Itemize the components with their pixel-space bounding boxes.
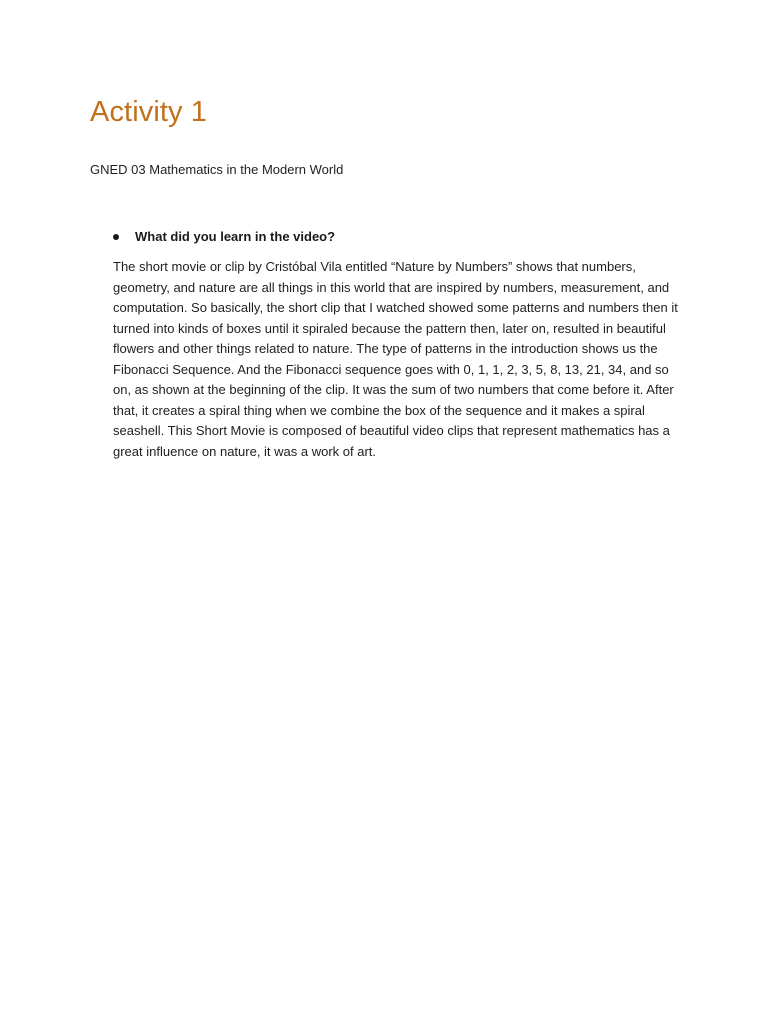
page-title: Activity 1 (90, 96, 208, 128)
question-bullet-item (113, 227, 335, 247)
answer-paragraph: The short movie or clip by Cristóbal Vila entitled “Nature by Numbers” shows that numbers, geometry, and nature are all things in this world that are inspired by numbers, measurement, and computation. So basically, the short clip that I watched showed some patterns and numbers then it turned into kinds of boxes until it spiraled because the pattern then, later on, resulted in beautiful flowers and other things related to nature. The type of patterns in the introduction shows us the Fibonacci Sequence. And the Fibonacci sequence goes with 0, 1, 1, 2, 3, 5, 8, 13, 21, 34, and so on, as shown at the beginning of the clip. It was the sum of two numbers that come before it. After that, it creates a spiral thing when we combine the box of the sequence and it makes a spiral seashell. This Short Movie is composed of beautiful video clips that represent mathematics has a great influence on nature, it was a work of art. (113, 259, 678, 459)
bullet-icon (113, 234, 119, 240)
question-text: What did you learn in the video? (135, 229, 336, 244)
course-subtitle: GNED 03 Mathematics in the Modern World (90, 162, 344, 177)
